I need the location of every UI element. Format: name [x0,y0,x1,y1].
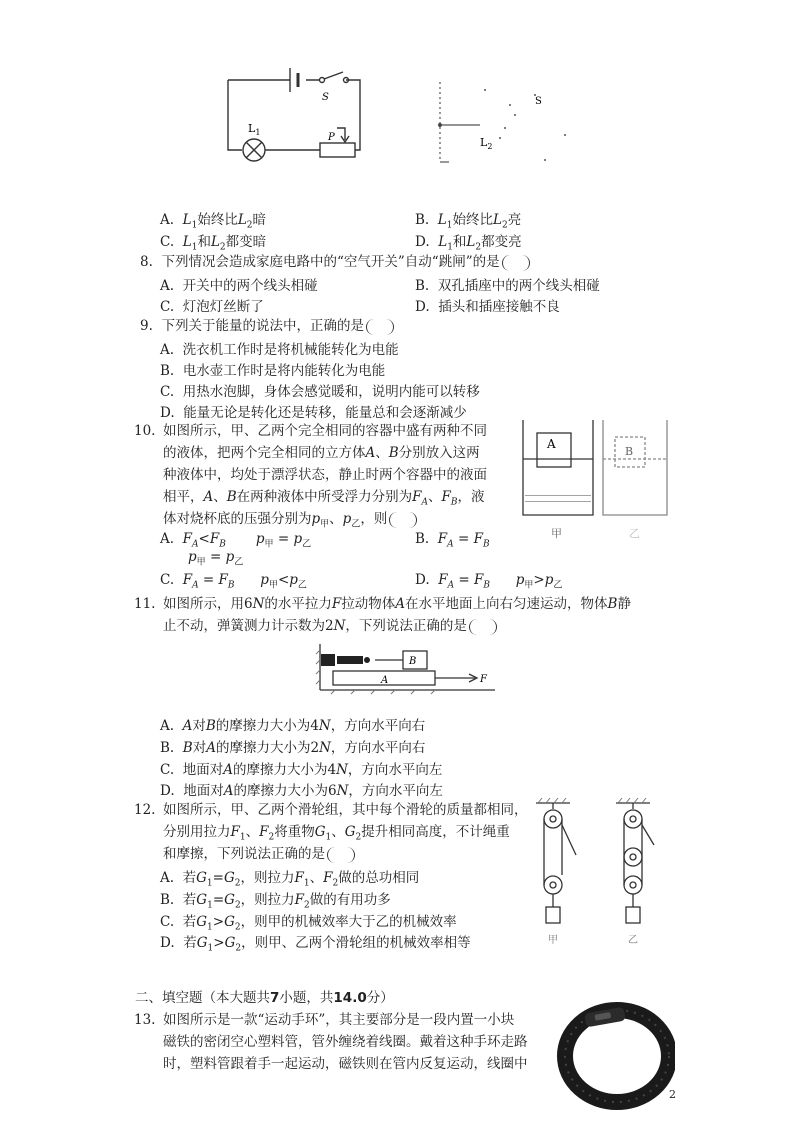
pulley-yi-label: 乙 [628,935,638,946]
q12-option-d[interactable]: D. 若$G_1>G_2$，则甲、乙两个滑轮组的机械效率相等 [160,935,471,954]
q7-option-d[interactable]: D. $L_1$和$L_2$都变亮 [415,234,522,253]
q12-option-c[interactable]: C. 若$G_1>G_2$，则甲的机械效率大于乙的机械效率 [160,914,457,933]
q10-line-4: 相平，A、B在两种液体中所受浮力分别为$F_A$、$F_B$，液 [163,489,485,508]
container-jia-label: 甲 [551,527,562,540]
q7-option-b[interactable]: B. $L_1$始终比$L_2$亮 [415,212,522,231]
q11-option-c[interactable]: C. 地面对A的摩擦力大小为4N，方向水平向左 [160,762,443,778]
answer-blank[interactable] [327,847,355,863]
q9-option-a[interactable]: A. 洗衣机工作时是将机械能转化为电能 [160,342,399,358]
pulley-figure [528,795,678,955]
q7-option-c[interactable]: C. $L_1$和$L_2$都变暗 [160,234,267,253]
q11-option-a[interactable]: A. A对B的摩擦力大小为4N，方向水平向右 [160,718,426,734]
q13-number: 13. [134,1012,156,1028]
fitness-band-image [555,1000,675,1110]
q12-number: 12. [134,802,156,818]
q11-number: 11. [134,596,156,612]
q7-option-a[interactable]: A. $L_1$始终比$L_2$暗 [160,212,267,231]
question-number: 8. [140,254,153,270]
q8-stem [140,252,530,272]
q12-option-a[interactable]: A. 若$G_1=G_2$，则拉力$F_1$、$F_2$做的总功相同 [160,870,420,889]
q10-line-2: 的液体，把两个完全相同的立方体A、B分别放入这两 [163,445,480,461]
q8-option-b[interactable]: B. 双孔插座中的两个线头相碰 [415,278,600,294]
circuit-diagram-left [220,60,370,180]
block-b-label: B [409,656,417,667]
q10-option-b[interactable]: B. $F_A = F_B$ [415,531,490,550]
q13-line-3: 时，塑料管跟着手一起运动，磁铁则在管内反复运动，线圈中 [163,1056,528,1072]
q12-line-1: 如图所示，甲、乙两个滑轮组，其中每个滑轮的质量都相同， [163,802,528,818]
cube-b-label: B [625,445,634,458]
q10-option-b-cont: $p_甲 = p_乙$ [188,549,244,568]
q10-option-a[interactable]: A. $F_A<F_B$ $p_甲 = p_乙$ [160,531,312,550]
friction-figure [315,640,500,698]
q13-line-2: 磁铁的密闭空心塑料管，管外缠绕着线圈。戴着这种手环走路 [163,1034,528,1050]
q9-option-d[interactable]: D. 能量无论是转化还是转移，能量总和会逐渐减少 [160,405,467,421]
q12-line-3: 和摩擦，下列说法正确的是 [163,844,355,864]
pulley-jia-label: 甲 [548,935,558,946]
question-number: 9. [140,318,153,334]
answer-blank[interactable] [469,619,497,635]
q8-option-c[interactable]: C. 灯泡灯丝断了 [160,299,264,315]
block-a-label: A [381,675,389,686]
q11-option-b[interactable]: B. B对A的摩擦力大小为2N，方向水平向右 [160,740,426,756]
cube-a-label: A [547,437,556,451]
section-heading: 二、填空题（本大题共7小题，共14.0分） [135,990,394,1006]
container-yi-label: 乙 [629,527,640,540]
slider-label: P [328,132,335,143]
q8-option-d[interactable]: D. 插头和插座接触不良 [415,299,560,315]
q10-option-c[interactable]: C. $F_A = F_B$ $p_甲<p_乙$ [160,572,307,591]
circuit-diagram-right [435,80,575,170]
q12-line-2: 分别用拉力$F_1$、$F_2$将重物$G_1$、$G_2$提升相同高度，不计绳重 [163,824,510,843]
answer-blank[interactable] [389,512,417,528]
q13-line-1: 如图所示是一款“运动手环”，其主要部分是一段内置一小块 [163,1012,515,1028]
containers-figure [515,415,675,545]
q12-option-b[interactable]: B. 若$G_1=G_2$，则拉力$F_2$做的有用功多 [160,892,391,911]
question-text: 下列情况会造成家庭电路中的“空气开关”自动“跳闸”的是 [161,254,500,270]
page-number: 2 [669,1088,676,1101]
q10-line-3: 种液体中，均处于漂浮状态，静止时两个容器中的液面 [163,467,487,483]
force-f-label: F [480,674,487,685]
q10-line-1: 如图所示，甲、乙两个完全相同的容器中盛有两种不同 [163,423,487,439]
lamp-label-l1: $L_1$ [248,122,261,137]
question-text: 下列关于能量的说法中，正确的是 [161,318,364,334]
q11-option-d[interactable]: D. 地面对A的摩擦力大小为6N，方向水平向左 [160,783,443,799]
lamp-label-l2: $L_2$ [480,136,493,151]
switch-label: S [322,92,329,103]
q10-line-5: 体对烧杯底的压强分别为$p_甲$、$p_乙$，则 [163,509,417,535]
q8-option-a[interactable]: A. 开关中的两个线头相碰 [160,278,318,294]
answer-blank[interactable] [366,319,394,335]
q10-number: 10. [134,423,156,439]
switch-label: S [535,96,542,107]
q10-option-d[interactable]: D. $F_A = F_B$ $p_甲>p_乙$ [415,572,563,591]
q9-option-b[interactable]: B. 电水壶工作时是将内能转化为电能 [160,363,386,379]
q11-line-1: 如图所示，用6N的水平拉力F拉动物体A在水平地面上向右匀速运动，物体B静 [163,596,631,612]
answer-blank[interactable] [502,255,530,271]
q11-line-2: 止不动，弹簧测力计示数为2N，下列说法正确的是 [163,616,497,636]
q9-stem [140,316,394,336]
q9-option-c[interactable]: C. 用热水泡脚，身体会感觉暖和，说明内能可以转移 [160,384,480,400]
